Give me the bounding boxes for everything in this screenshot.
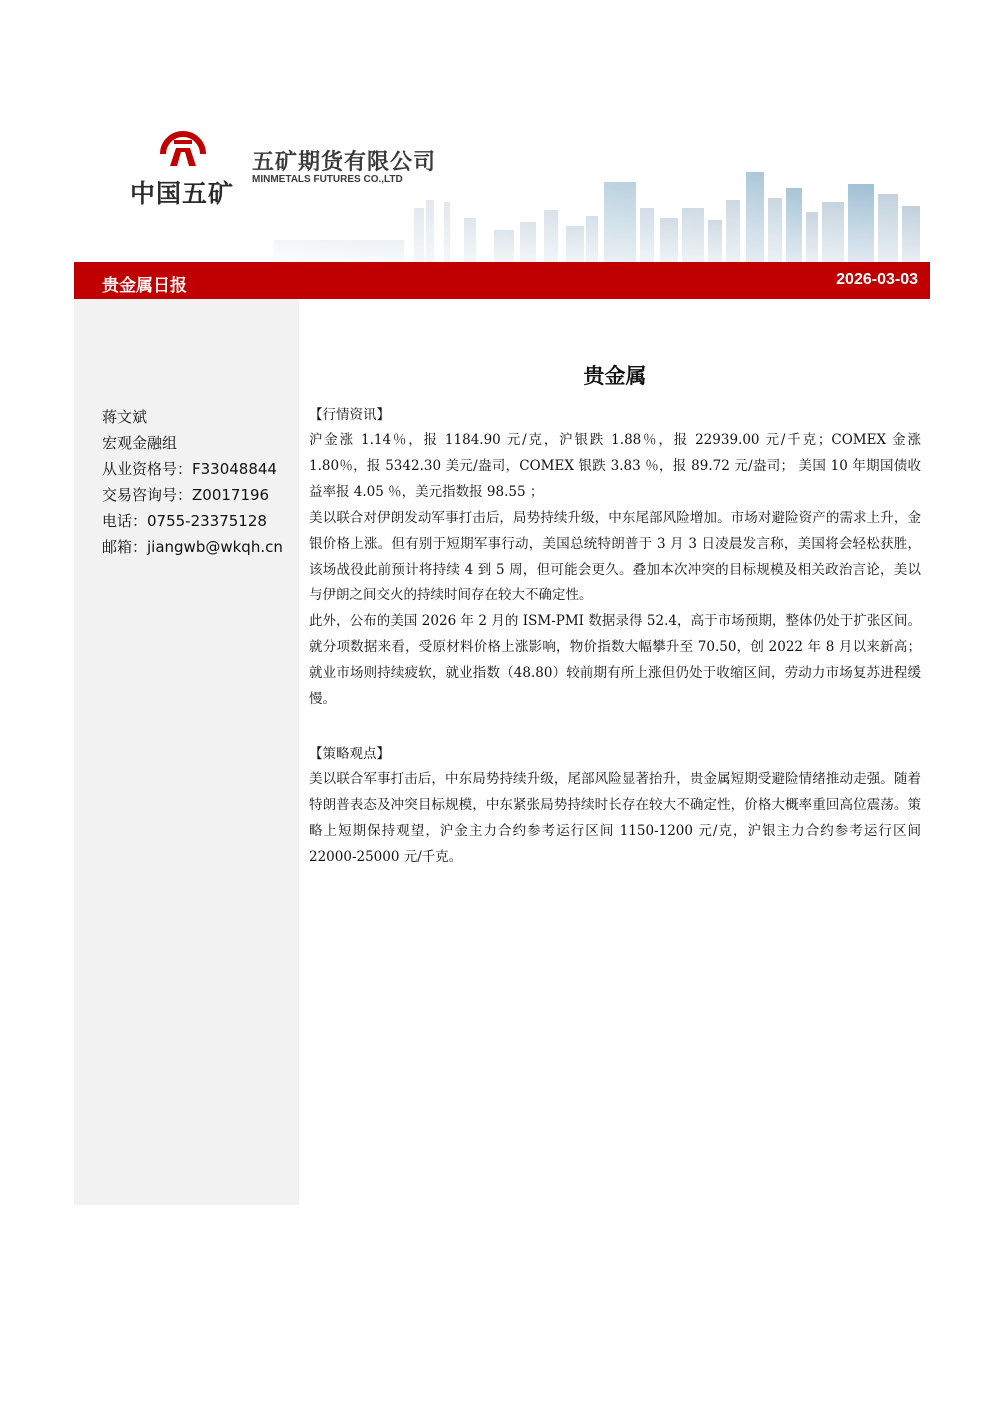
- author-qualification: 从业资格号：F33048844: [102, 460, 277, 478]
- author-name: 蒋文斌: [102, 408, 148, 426]
- page-title: 贵金属: [583, 364, 647, 388]
- market-info-heading: 【行情资讯】: [309, 407, 390, 423]
- author-info: [102, 404, 283, 560]
- strategy-paragraph: 美以联合军事打击后，中东局势持续升级，尾部风险显著抬升，贵金属短期受避险情绪推动走强。随着特朗普表态及冲突目标规模，中东紧张局势持续时长存在较大不确定性，价格大概率重回高位震荡。策略上短期保持观望，沪金主力合约参考运行区间 1150-1200 元/克，沪银主力合约参考运行区间 22000-25000 元/千克。: [309, 770, 921, 865]
- author-group: 宏观金融组: [102, 434, 178, 452]
- company-name-en: MINMETALS FUTURES CO.,LTD: [252, 174, 403, 185]
- market-info-paragraph: 此外，公布的美国 2026 年 2 月的 ISM-PMI 数据录得 52.4，高于市场预期，整体仍处于扩张区间。就分项数据来看，受原材料价格上涨影响，物价指数大幅攀升至 70.50，创 2022 年 8 月以来新高；就业市场则持续疲软，就业指数（48.80）较前期有所上涨但仍处于收缩区间，劳动力市场复苏进程缓慢。: [309, 613, 921, 708]
- author-consult-number: 交易咨询号：Z0017196: [102, 486, 270, 504]
- market-info-paragraph: 沪金涨 1.14％，报 1184.90 元/克，沪银跌 1.88％，报 22939.00 元/千克；COMEX 金涨 1.80％，报 5342.30 美元/盎司，COMEX 银跌 3.83 ％，报 89.72 元/盎司； 美国 10 年期国债收益率报 4.05 ％，美元指数报 98.55 ；: [309, 432, 921, 500]
- report-body: [309, 360, 921, 871]
- author-sidebar: [74, 299, 299, 1205]
- author-email: 邮箱：jiangwb@wkqh.cn: [102, 538, 283, 556]
- report-date: 2026-03-03: [836, 271, 918, 288]
- minmetals-logo-icon: [160, 128, 206, 168]
- group-logo-text: 中国五矿: [130, 179, 235, 208]
- section-spacer: [309, 713, 921, 735]
- author-phone: 电话：0755-23375128: [102, 512, 267, 530]
- market-info-paragraph: 美以联合对伊朗发动军事打击后，局势持续升级，中东尾部风险增加。市场对避险资产的需求上升，金银价格上涨。但有别于短期军事行动，美国总统特朗普于 3 月 3 日凌晨发言称，美国将会轻松获胜，该场战役此前预计将持续 4 到 5 周，但可能会更久。叠加本次冲突的目标规模及相关政治言论，美以与伊朗之间交火的持续时间存在较大不确定性。: [309, 509, 921, 604]
- company-name-cn: 五矿期货有限公司: [252, 150, 437, 175]
- report-header: [74, 90, 930, 262]
- report-title-bar: [74, 262, 930, 299]
- strategy-heading: 【策略观点】: [309, 745, 390, 762]
- report-title: 贵金属日报: [102, 276, 187, 296]
